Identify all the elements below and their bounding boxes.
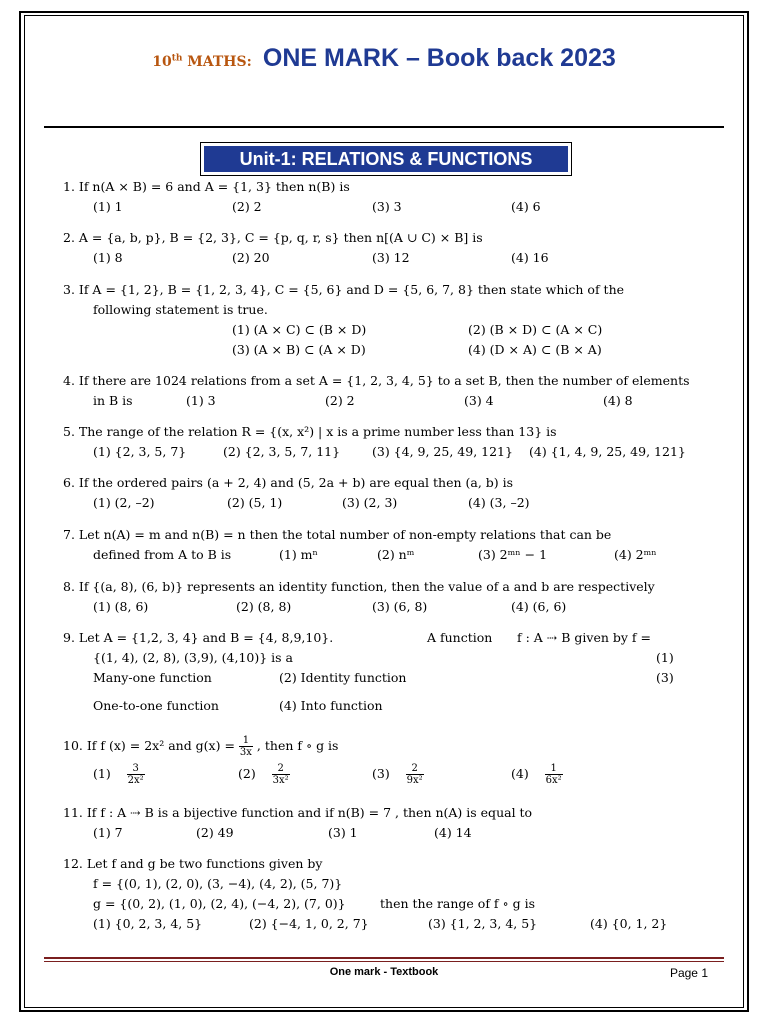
q12-g-definition: g = {(0, 2), (1, 0), (2, 4), (−4, 2), (7, 0)} <box>93 896 346 911</box>
q1-option-4: (4) 6 <box>511 199 541 214</box>
question-7-cont: defined from A to B is <box>93 547 232 562</box>
q9-option-1-tag: (1) <box>656 650 674 665</box>
q4-option-2: (2) 2 <box>325 393 355 408</box>
q9-option-4: (4) Into function <box>279 698 383 713</box>
q3-option-4: (4) (D × A) ⊂ (B × A) <box>468 342 602 357</box>
q6-option-1: (1) (2, –2) <box>93 495 155 510</box>
q12-option-1: (1) {0, 2, 3, 4, 5} <box>93 916 203 931</box>
q6-option-4: (4) (3, –2) <box>468 495 530 510</box>
page-number: Page 1 <box>669 966 708 980</box>
g-fraction: $\frac{1}{3x}$ <box>239 735 252 758</box>
footer-rule-thick <box>44 957 724 959</box>
q4-option-1: (1) 3 <box>186 393 216 408</box>
q12-option-4: (4) {0, 1, 2} <box>590 916 668 931</box>
header-rule <box>44 126 724 128</box>
q12-f-definition: f = {(0, 1), (2, 0), (3, −4), (4, 2), (5, 7)} <box>93 876 343 891</box>
question-4-cont: in B is <box>93 393 133 408</box>
header-title: ONE MARK – Book back 2023 <box>262 44 616 72</box>
unit-title: Unit-1: RELATIONS & FUNCTIONS <box>204 146 568 172</box>
q2-option-4: (4) 16 <box>511 250 549 265</box>
q4-option-3: (3) 4 <box>464 393 494 408</box>
q9-option-3-tag: (3) <box>656 670 674 685</box>
footer-label: One mark - Textbook <box>329 966 439 978</box>
question-4: 4. If there are 1024 relations from a set A = {1, 2, 3, 4, 5} to a set B, then the number of elements <box>63 373 690 388</box>
q5-option-2: (2) {2, 3, 5, 7, 11} <box>223 444 341 459</box>
q5-option-4: (4) {1, 4, 9, 25, 49, 121} <box>529 444 686 459</box>
q6-option-2: (2) (5, 1) <box>227 495 283 510</box>
q1-option-1: (1) 1 <box>93 199 123 214</box>
question-5: 5. The range of the relation R = {(x, x²) | x is a prime number less than 13} is <box>63 424 557 439</box>
question-6: 6. If the ordered pairs (a + 2, 4) and (5, 2a + b) are equal then (a, b) is <box>63 475 514 490</box>
q8-option-2: (2) (8, 8) <box>236 599 292 614</box>
header-class-label: 10th MATHS: <box>152 53 252 70</box>
question-3-cont: following statement is true. <box>93 302 268 317</box>
q7-option-1: (1) mⁿ <box>279 547 318 562</box>
q12-option-3: (3) {1, 2, 3, 4, 5} <box>428 916 538 931</box>
q2-option-1: (1) 8 <box>93 250 123 265</box>
q9-option-3: One-to-one function <box>93 698 219 713</box>
unit-title-box <box>200 142 572 176</box>
q1-option-2: (2) 2 <box>232 199 262 214</box>
question-9-cont: {(1, 4), (2, 8), (3,9), (4,10)} is a <box>93 650 293 665</box>
q10-option-4: (4) $\frac{1}{\text{6x²}}$ <box>511 763 562 786</box>
question-11: 11. If f : A ⇢ B is a bijective function and if n(B) = 7 , then n(A) is equal to <box>63 805 533 820</box>
q7-option-4: (4) 2ᵐⁿ <box>614 547 657 562</box>
question-10: 10. If f (x) = 2x² and g(x) = $\frac{1}{3x}$ , then f ∘ g is <box>63 735 339 758</box>
page-header <box>0 44 768 73</box>
q5-option-1: (1) {2, 3, 5, 7} <box>93 444 187 459</box>
q1-option-3: (3) 3 <box>372 199 402 214</box>
q12-option-2: (2) {−4, 1, 0, 2, 7} <box>249 916 369 931</box>
question-2: 2. A = {a, b, p}, B = {2, 3}, C = {p, q, r, s} then n[(A ∪ C) × B] is <box>63 230 483 245</box>
footer-rule-thin <box>44 961 724 962</box>
q3-option-1: (1) (A × C) ⊂ (B × D) <box>232 322 367 337</box>
q3-option-3: (3) (A × B) ⊂ (A × D) <box>232 342 366 357</box>
q7-option-3: (3) 2ᵐⁿ − 1 <box>478 547 548 562</box>
question-8: 8. If {(a, 8), (6, b)} represents an identity function, then the value of a and b are respectively <box>63 579 655 594</box>
q8-option-4: (4) (6, 6) <box>511 599 567 614</box>
question-1: 1. If n(A × B) = 6 and A = {1, 3} then n(B) is <box>63 179 350 194</box>
q2-option-3: (3) 12 <box>372 250 410 265</box>
q11-option-2: (2) 49 <box>196 825 234 840</box>
q12-range-question: then the range of f ∘ g is <box>380 896 536 911</box>
q5-option-3: (3) {4, 9, 25, 49, 121} <box>372 444 513 459</box>
q10-option-2: (2) $\frac{2}{\text{3x²}}$ <box>238 763 289 786</box>
question-12: 12. Let f and g be two functions given by <box>63 856 323 871</box>
q9-option-1: Many-one function <box>93 670 212 685</box>
q7-option-2: (2) nᵐ <box>377 547 415 562</box>
question-9-mapping: f : A ⇢ B given by f = <box>517 630 651 645</box>
q11-option-3: (3) 1 <box>328 825 358 840</box>
question-7: 7. Let n(A) = m and n(B) = n then the total number of non-empty relations that can be <box>63 527 612 542</box>
q8-option-1: (1) (8, 6) <box>93 599 149 614</box>
q8-option-3: (3) (6, 8) <box>372 599 428 614</box>
q3-option-2: (2) (B × D) ⊂ (A × C) <box>468 322 603 337</box>
question-9-a-function: A function <box>427 630 493 645</box>
q6-option-3: (3) (2, 3) <box>342 495 398 510</box>
q10-option-1: (1) $\frac{3}{\text{2x²}}$ <box>93 763 144 786</box>
q11-option-4: (4) 14 <box>434 825 472 840</box>
question-9: 9. Let A = {1,2, 3, 4} and B = {4, 8,9,10}. <box>63 630 334 645</box>
q4-option-4: (4) 8 <box>603 393 633 408</box>
q11-option-1: (1) 7 <box>93 825 123 840</box>
q9-option-2: (2) Identity function <box>279 670 407 685</box>
question-3: 3. If A = {1, 2}, B = {1, 2, 3, 4}, C = {5, 6} and D = {5, 6, 7, 8} then state which of the <box>63 282 625 297</box>
q2-option-2: (2) 20 <box>232 250 270 265</box>
q10-option-3: (3) $\frac{2}{\text{9x²}}$ <box>372 763 423 786</box>
